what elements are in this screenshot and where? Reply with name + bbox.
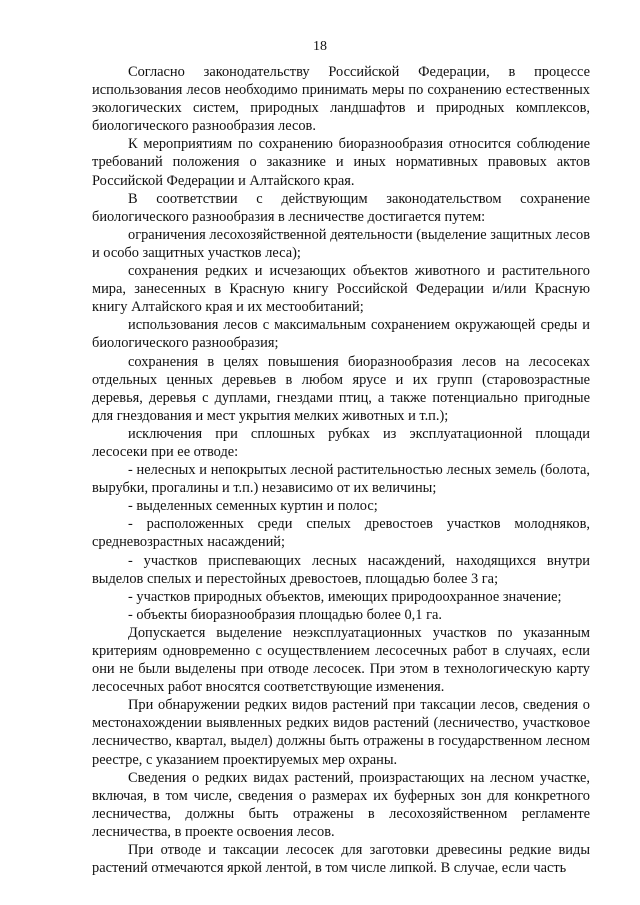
paragraph: исключения при сплошных рубках из эксплуатационной площади лесосеки при ее отводе: — [92, 425, 590, 460]
paragraph: В соответствии с действующим законодательством сохранение биологического разнообразия в лесничестве достигается путем: — [92, 190, 590, 225]
paragraph: К мероприятиям по сохранению биоразнообразия относится соблюдение требований положения о заказнике и иных нормативных правовых актов Российской Федерации и Алтайского края. — [92, 136, 590, 189]
list-item: - участков природных объектов, имеющих природоохранное значение; — [128, 588, 562, 605]
list-item: - расположенных среди спелых древостоев участков молодняков, средневозрастных насаждений; — [92, 516, 590, 551]
paragraph: Сведения о редких видах растений, произрастающих на лесном участке, включая, в том числе, сведения о размерах их буферных зон для конкретного лесничества, должны быть отражены в лесохозяйственном регламенте лесничества, в проекте освоения лесов. — [92, 769, 590, 840]
document-body — [92, 63, 590, 877]
list-item: - выделенных семенных куртин и полос; — [128, 498, 378, 515]
paragraph: сохранения редких и исчезающих объектов животного и растительного мира, занесенных в Красную книгу Российской Федерации и/или Красную книгу Алтайского края и их местообитаний; — [92, 263, 590, 316]
paragraph: Допускается выделение неэксплуатационных участков по указанным критериям одновременно с осуществлением лесосечных работ в случаях, если они не были выделены при отводе лесосек. При этом в технологическую карту лесосечных работ вносятся соответствующие изменения. — [92, 624, 590, 696]
list-item: - объекты биоразнообразия площадью более 0,1 га. — [128, 606, 442, 623]
paragraph: сохранения в целях повышения биоразнообразия лесов на лесосеках отдельных ценных деревьев в любом ярусе и их групп (старовозрастные деревья, деревья с дуплами, гнездами птиц, а также потенциально пригодные для гнездования и мест укрытия мелких животных и т.п.); — [92, 353, 590, 424]
paragraph: Согласно законодательству Российской Федерации, в процессе использования лесов необходимо принимать меры по сохранению естественных экологических систем, природных ландшафтов и природных комплексов, биологического разнообразия лесов. — [92, 64, 590, 135]
paragraph: ограничения лесохозяйственной деятельности (выделение защитных лесов и особо защитных участков леса); — [92, 226, 590, 261]
page-number: 18 — [313, 39, 327, 54]
paragraph: При обнаружении редких видов растений при таксации лесов, сведения о местонахождении выявленных редких видов растений (лесничество, участковое лесничество, квартал, выдел) должны быть отражены в государственном лесном реестре, с указанием проектируемых мер охраны. — [92, 697, 590, 768]
paragraph: При отводе и таксации лесосек для заготовки древесины редкие виды растений отмечаются яркой лентой, в том числе липкой. В случае, если часть — [92, 842, 590, 877]
list-item: - нелесных и непокрытых лесной растительностью лесных земель (болота, вырубки, прогалины и т.п.) независимо от их величины; — [92, 462, 590, 497]
list-item: - участков приспевающих лесных насаждений, находящихся внутри выделов спелых и перестойных древостоев, площадью более 3 га; — [92, 552, 590, 587]
paragraph: использования лесов с максимальным сохранением окружающей среды и биологического разнообразия; — [92, 317, 590, 352]
